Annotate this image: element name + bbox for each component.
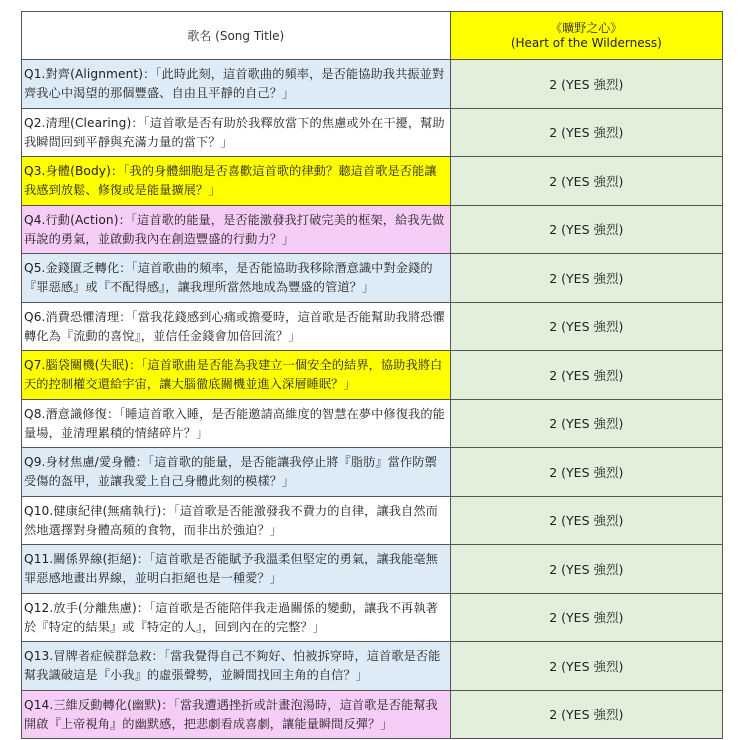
- question-cell: Q10.健康紀律(無痛執行)：「這首歌是否能激發我不費力的自律，讓我自然而然地選擇對身體高頻的食物，而非出於強迫？」: [22, 496, 451, 545]
- question-cell: Q8.潛意識修復：「睡這首歌入睡，是否能邀請高維度的智慧在夢中修復我的能量場，並清理累積的情緒碎片？」: [22, 399, 451, 448]
- question-cell: Q7.腦袋關機(失眠)：「這首歌曲是否能為我建立一個安全的結界，協助我將白天的控制權交還給宇宙，讓大腦徹底關機並進入深層睡眠？」: [22, 351, 451, 400]
- question-row: [22, 351, 723, 400]
- question-cell: Q6.消費恐懼清理：「當我花錢感到心痛或擔憂時，這首歌是否能幫助我將恐懼轉化為『流動的喜悅』，並信任金錢會加倍回流？」: [22, 302, 451, 351]
- song-name-en: (Heart of the Wilderness): [510, 35, 662, 50]
- song-name-header: [450, 12, 722, 60]
- question-row: [22, 60, 723, 109]
- song-name-cn: 《曠野之心》: [550, 20, 623, 35]
- answer-cell: 2 (YES 強烈): [450, 254, 722, 303]
- question-cell: Q9.身材焦慮/愛身體：「這首歌的能量，是否能讓我停止將『脂肪』當作防禦受傷的盔甲，並讓我愛上自己身體此刻的模樣？」: [22, 448, 451, 497]
- question-row: [22, 205, 723, 254]
- question-cell: Q5.金錢匱乏轉化：「這首歌曲的頻率，是否能協助我移除潛意識中對金錢的『罪惡感』或『不配得感』，讓我理所當然地成為豐盛的管道？」: [22, 254, 451, 303]
- question-row: [22, 593, 723, 642]
- question-row: [22, 545, 723, 594]
- question-cell: Q11.關係界線(拒絕)：「這首歌是否能賦予我溫柔但堅定的勇氣，讓我能毫無罪惡感地畫出界線，並明白拒絕也是一種愛？」: [22, 545, 451, 594]
- answer-cell: 2 (YES 強烈): [450, 108, 722, 157]
- answer-cell: 2 (YES 強烈): [450, 690, 722, 739]
- question-row: [22, 254, 723, 303]
- answer-cell: 2 (YES 強烈): [450, 60, 722, 109]
- question-row: [22, 448, 723, 497]
- answer-cell: 2 (YES 強烈): [450, 399, 722, 448]
- answer-cell: 2 (YES 強烈): [450, 351, 722, 400]
- question-row: [22, 496, 723, 545]
- answer-cell: 2 (YES 強烈): [450, 642, 722, 691]
- question-row: [22, 302, 723, 351]
- question-row: [22, 399, 723, 448]
- answer-cell: 2 (YES 強烈): [450, 448, 722, 497]
- question-row: [22, 157, 723, 206]
- answer-cell: 2 (YES 強烈): [450, 545, 722, 594]
- header-row: [22, 12, 723, 60]
- song-evaluation-table: [21, 11, 723, 739]
- answer-cell: 2 (YES 強烈): [450, 496, 722, 545]
- question-row: [22, 642, 723, 691]
- answer-cell: 2 (YES 強烈): [450, 205, 722, 254]
- question-cell: Q14.三維反動轉化(幽默)：「當我遭遇挫折或計畫泡湯時，這首歌是否能幫我開啟『上帝視角』的幽默感，把悲劇看成喜劇，讓能量瞬間反彈？」: [22, 690, 451, 739]
- question-row: [22, 108, 723, 157]
- answer-cell: 2 (YES 強烈): [450, 157, 722, 206]
- question-cell: Q4.行動(Action)：「這首歌的能量，是否能激發我打破完美的框架，給我先做再說的勇氣，並啟動我內在創造豐盛的行動力？」: [22, 205, 451, 254]
- question-cell: Q3.身體(Body)：「我的身體細胞是否喜歡這首歌的律動？聽這首歌是否能讓我感到放鬆、修復或是能量擴展？」: [22, 157, 451, 206]
- question-cell: Q12.放手(分離焦慮)：「這首歌是否能陪伴我走過關係的變動，讓我不再執著於『特定的結果』或『特定的人』，回到內在的完整？」: [22, 593, 451, 642]
- answer-cell: 2 (YES 強烈): [450, 302, 722, 351]
- song-title-header: 歌名 (Song Title): [22, 12, 451, 60]
- question-cell: Q2.清理(Clearing)：「這首歌是否有助於我釋放當下的焦慮或外在干擾，幫助我瞬間回到平靜與充滿力量的當下？」: [22, 108, 451, 157]
- question-cell: Q1.對齊(Alignment)：「此時此刻，這首歌曲的頻率，是否能協助我共振並對齊我心中渴望的那個豐盛、自由且平靜的自己？」: [22, 60, 451, 109]
- question-cell: Q13.冒牌者症候群急救：「當我覺得自己不夠好、怕被拆穿時，這首歌是否能幫我識破這是『小我』的虛張聲勢，並瞬間找回主角的自信？」: [22, 642, 451, 691]
- question-row: [22, 690, 723, 739]
- answer-cell: 2 (YES 強烈): [450, 593, 722, 642]
